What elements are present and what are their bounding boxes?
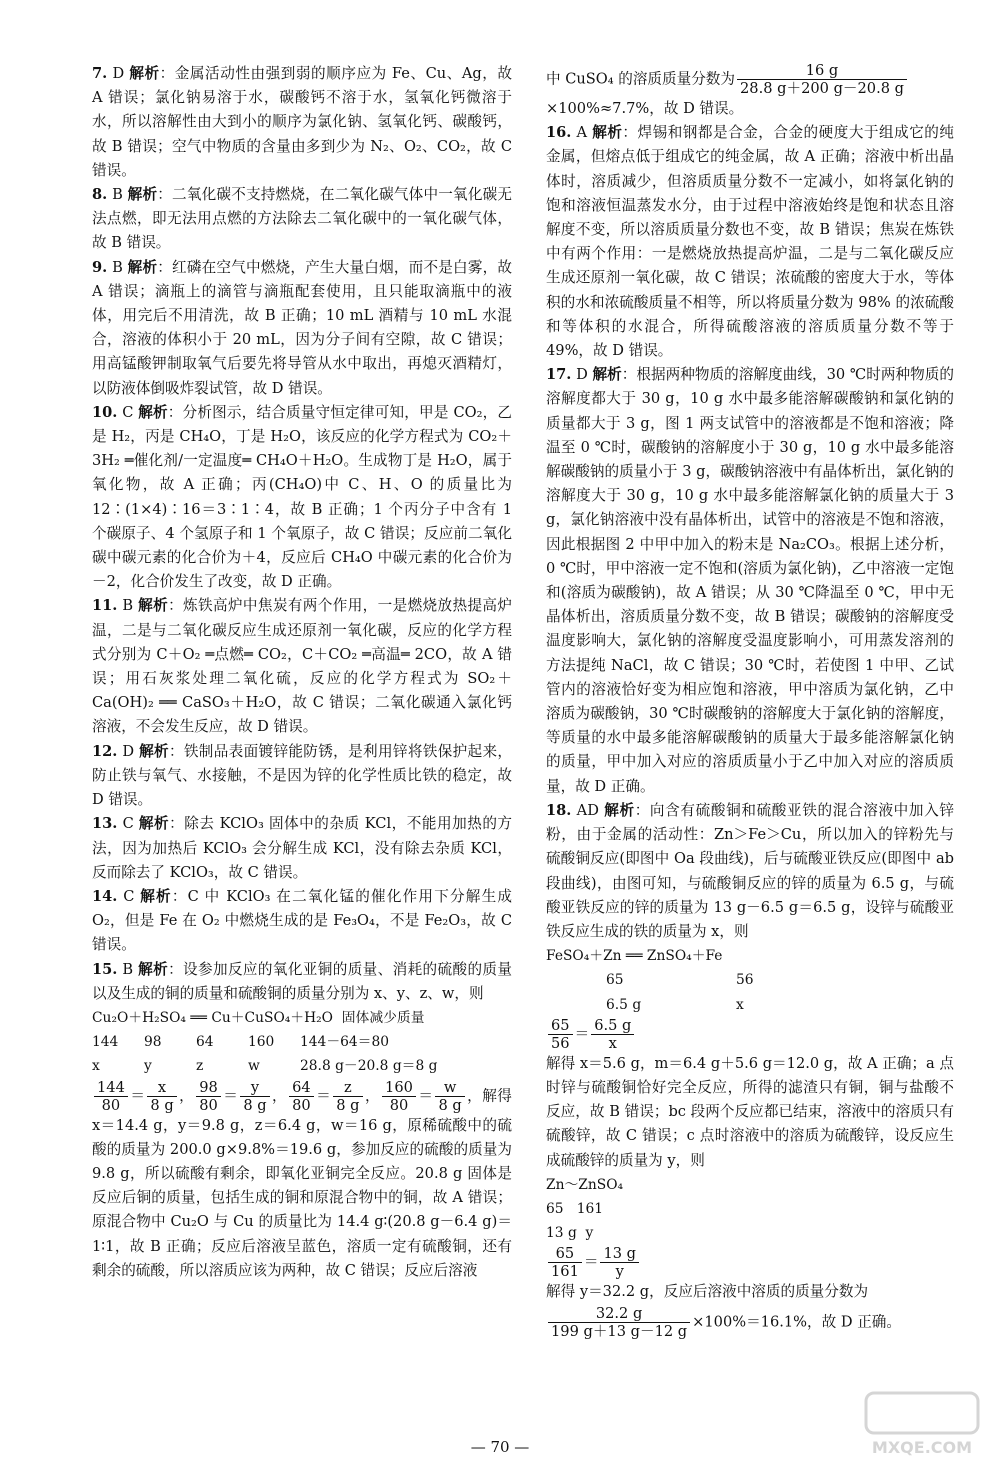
numerator: x <box>147 1079 176 1097</box>
equation: FeSO₄＋Zn ══ ZnSO₄＋Fe <box>546 948 723 965</box>
numerator: 64 <box>289 1079 314 1097</box>
answer-item <box>92 958 512 1006</box>
fraction <box>94 1079 128 1114</box>
item-label: 解析 <box>129 65 160 82</box>
fraction <box>382 1079 416 1114</box>
item-number: 15. <box>92 960 118 978</box>
denominator: 8 g <box>336 1096 360 1114</box>
text-line <box>546 993 954 1017</box>
item-label: 解析 <box>604 801 635 819</box>
denominator: 8 g <box>243 1096 267 1114</box>
item-number: 12. <box>92 742 118 760</box>
equation-cell: 28.8 g－20.8 g＝8 g <box>300 1058 438 1075</box>
text-line: $\frac{144}{80}$ ＝ $\frac{x}{8 g}$ ， $\frac{98}{80}$ ＝ $\frac{y}{8 g}$ ， $\frac{64}{80}$ ＝ $\frac{z}{8 g}$ ， $\frac{160}{80}$ ＝ $\frac{w}{8 g}$ ，解得 x＝14.4 g，y＝9.8 g，z＝6.4 g，w＝16 g，原稀硫酸中的硫酸的质量为 200.0 g×9.8%＝19.6 g，参加反应的硫酸的质量为 9.8 g，所以硫酸有剩余，即氧化亚铜完全反应。20.8 g 固体是反应后铜的质量，包括生成的铜和原混合物中的铜，故 A 错误；原混合物中 Cu₂O 与 Cu 的质量比为 14.4 g∶(20.8 g－6.4 g)＝1∶1，故 B 正确；反应后溶液呈蓝色，溶质一定有硫酸铜，还有剩余的硫酸，所以溶质应该为两种，故 C 错误；反应后溶液 <box>92 1078 512 1279</box>
answer-item <box>546 799 954 944</box>
text-line: $\frac{65}{161}$ ＝ $\frac{13 g}{y}$ <box>546 1245 954 1280</box>
answer-item <box>92 740 512 813</box>
item-number: 7. <box>92 65 108 82</box>
item-number: 9. <box>92 258 108 276</box>
fraction <box>600 1245 639 1280</box>
fraction <box>737 62 907 97</box>
equation-cell: 56 <box>736 972 754 989</box>
item-answer: D <box>112 65 125 82</box>
numerator: 6.5 g <box>591 1017 634 1035</box>
item-answer: C <box>122 403 134 421</box>
item-label: 解析 <box>592 366 622 384</box>
denominator: 80 <box>292 1096 311 1114</box>
answer-item <box>92 812 512 885</box>
equation-cell: y <box>144 1058 152 1075</box>
text-line <box>546 944 954 968</box>
item-text: ：焊锡和钢都是合金，合金的硬度大于组成它的纯金属，但熔点低于组成它的纯金属，故 A 正确；溶液中析出晶体时，溶质减少，但溶质质量分数不一定减小，如将氯化钠的饱和溶液恒温蒸发水分，由于过程中溶液始终是饱和状态且溶解度不变，所以溶质质量分数也不变，故 B 错误；焦炭在炼铁中有两个作用：一是燃烧放热提高炉温，二是与二氧化碳反应生成还原剂一氧化碳，故 C 错误；浓硫酸的密度大于水，等体积的水和浓硫酸质量不相等，所以将质量分数为 98% 的浓硫酸和等体积的水混合，所得硫酸溶液的溶质质量分数不等于 49%，故 D 错误。 <box>546 124 954 360</box>
fraction <box>147 1079 176 1114</box>
item-text: ：红磷在空气中燃烧，产生大量白烟，而不是白雾，故 A 错误；滴瓶上的滴管与滴瓶配套使用，且只能取滴瓶中的液体，用完后不用清洗，故 B 正确；10 mL 酒精与 10 mL 水混合，溶液的体积小于 20 mL，因为分子间有空隙，故 C 错误；用高锰酸钾制取氧气后要先将导管从水中取出，再熄灭酒精灯，以防液体倒吸炸裂试管，故 D 错误。 <box>92 258 512 397</box>
fraction <box>548 1017 573 1052</box>
text-line <box>546 1221 954 1245</box>
denominator: 161 <box>551 1263 579 1281</box>
equation-cell: x <box>736 996 744 1013</box>
numerator: 65 <box>548 1245 582 1263</box>
item-label: 解析 <box>138 597 169 615</box>
item-text: ：分析图示，结合质量守恒定律可知，甲是 CO₂，乙是 H₂，丙是 CH₄O，丁是 H₂O，该反应的化学方程式为 CO₂＋3H₂ ═催化剂/一定温度═ CH₄O＋H₂O。生成物丁是 H₂O，属于氧化物，故 A 正确；丙(CH₄O)中 C、H、O 的质量比为 12∶(1×4)∶16＝3∶1∶4，故 B 正确；1 个丙分子中含有 1 个碳原子、4 个氢原子和 1 个氧原子，故 C 错误；反应前二氧化碳中碳元素的化合价为＋4，反应后 CH₄O 中碳元素的化合价为－2，化合价发生了改变，故 D 正确。 <box>92 403 512 591</box>
denominator: x <box>608 1034 617 1052</box>
denominator: 80 <box>389 1096 409 1114</box>
text-line <box>546 62 954 121</box>
item-number: 13. <box>92 815 118 833</box>
text-line <box>546 1052 954 1173</box>
equation-cell: 64 <box>196 1034 214 1051</box>
item-answer: B <box>122 597 134 615</box>
text-line <box>546 968 954 992</box>
solution-text: ×100%＝16.1%，故 D 正确。 <box>692 1313 901 1331</box>
page-number: — 70 — <box>470 1438 530 1456</box>
text-line <box>546 1280 954 1304</box>
equation-cell: 65 <box>606 972 624 989</box>
item-number: 18. <box>546 801 572 819</box>
equation-cell: z <box>196 1058 204 1075</box>
item-answer: D <box>576 366 588 384</box>
text-line: $\frac{65}{56}$ ＝ $\frac{6.5 g}{x}$ <box>546 1017 954 1052</box>
watermark-text: MXQE.COM <box>871 1438 973 1457</box>
fraction <box>435 1079 464 1114</box>
equation-cell: x <box>92 1058 100 1075</box>
text-line <box>546 1173 954 1197</box>
equation-cell: 144 <box>92 1034 119 1051</box>
denominator: y <box>615 1263 624 1281</box>
item-label: 解析 <box>138 403 168 421</box>
numerator: 16 g <box>737 62 907 80</box>
item-label: 解析 <box>138 960 169 978</box>
equation-cell: 144－64＝80 <box>300 1034 390 1051</box>
numerator: 144 <box>94 1079 128 1097</box>
item-label: 解析 <box>127 186 158 204</box>
denominator: 28.8 g＋200 g－20.8 g <box>740 80 904 97</box>
item-text: ：二氧化碳不支持燃烧，在二氧化碳气体中一氧化碳无法点燃，即无法用点燃的方法除去二氧化碳中的一氧化碳气体，故 B 错误。 <box>92 186 512 252</box>
item-text: ：金属活动性由强到弱的顺序应为 Fe、Cu、Ag，故 A 错误；氯化钠易溶于水，碳酸钙不溶于水，氢氧化钙微溶于水，所以溶解性由大到小的顺序为氯化钠、氢氧化钙、碳酸钙，故 B 错误；空气中物质的含量由多到少为 N₂、O₂、CO₂，故 C 错误。 <box>92 65 512 179</box>
equation-cell: 160 <box>248 1034 275 1051</box>
fraction <box>289 1079 314 1114</box>
item-answer: A <box>576 124 588 142</box>
solution-text: ×100%≈7.7%，故 D 错误。 <box>546 100 744 117</box>
item-label: 解析 <box>139 742 169 760</box>
item-label: 解析 <box>138 815 170 833</box>
item-label: 解析 <box>592 124 623 142</box>
solution-text: 解得 y＝32.2 g，反应后溶液中溶质的质量分数为 <box>546 1283 869 1301</box>
fraction <box>548 1245 582 1280</box>
text-line <box>546 1197 954 1221</box>
denominator: 8 g <box>438 1096 462 1114</box>
item-label: 解析 <box>127 258 158 276</box>
numerator: z <box>333 1079 362 1097</box>
item-number: 11. <box>92 597 118 615</box>
equation-cell: 65 161 <box>546 1200 604 1217</box>
left-column <box>92 62 512 1283</box>
text-line <box>92 1006 512 1030</box>
equation: Cu₂O＋H₂SO₄ ══ Cu＋CuSO₄＋H₂O 固体减少质量 <box>92 1009 425 1026</box>
solution-text: 中 CuSO₄ 的溶质质量分数为 <box>546 70 735 88</box>
fraction <box>240 1079 269 1114</box>
item-answer: B <box>112 258 123 276</box>
item-number: 16. <box>546 124 572 142</box>
item-answer: B <box>122 960 134 978</box>
item-number: 14. <box>92 887 118 905</box>
answer-item <box>92 62 512 183</box>
answer-item <box>546 363 954 799</box>
numerator: y <box>240 1079 269 1097</box>
denominator: 199 g＋13 g－12 g <box>551 1322 688 1340</box>
denominator: 8 g <box>150 1096 174 1114</box>
text-line <box>546 1305 954 1340</box>
right-column <box>546 62 954 1340</box>
denominator: 80 <box>101 1096 121 1114</box>
item-text: ：向含有硫酸铜和硫酸亚铁的混合溶液中加入锌粉，由于金属的活动性：Zn＞Fe＞Cu，所以加入的锌粉先与硫酸铜反应(即图中 Oa 段曲线)，后与硫酸亚铁反应(即图中 ab 段曲线)，由图可知，与硫酸铜反应的锌的质量为 6.5 g，与硫酸亚铁反应的锌的质量为 13 g－6.5 g＝6.5 g，设锌与硫酸亚铁反应生成的铁的质量为 x，则 <box>546 801 954 940</box>
answer-item <box>92 885 512 958</box>
solution-text: ，解得 x＝14.4 g，y＝9.8 g，z＝6.4 g，w＝16 g，原稀硫酸中的硫酸的质量为 200.0 g×9.8%＝19.6 g，参加反应的硫酸的质量为 9.8 g，所以硫酸有剩余，即氧化亚铜完全反应。20.8 g 固体是反应后铜的质量，包括生成的铜和原混合物中的铜，故 A 错误；原混合物中 Cu₂O 与 Cu 的质量比为 14.4 g∶(20.8 g－6.4 g)＝1∶1，故 B 正确；反应后溶液呈蓝色，溶质一定有硫酸铜，还有剩余的硫酸，所以溶质应该为两种，故 C 错误；反应后溶液 <box>92 1087 512 1279</box>
fraction <box>333 1079 362 1114</box>
item-number: 8. <box>92 186 108 204</box>
item-text: ：根据两种物质的溶解度曲线，30 ℃时两种物质的溶解度都大于 30 g，10 g 水中最多能溶解碳酸钠和氯化钠的质量都大于 3 g，图 1 两支试管中的溶液都是不饱和溶液；降温至 0 ℃时，碳酸钠的溶解度小于 30 g，10 g 水中最多能溶解碳酸钠的质量小于 3 g，碳酸钠溶液中有晶体析出，氯化钠的溶解度大于 30 g，10 g 水中最多能溶解氯化钠的质量大于 3 g，氯化钠溶液中没有晶体析出，试管中的溶液是不饱和溶液，因此根据图 2 中甲中加入的粉末是 Na₂CO₃。根据上述分析，0 ℃时，甲中溶液一定不饱和(溶质为氯化钠)，乙中溶液一定饱和(溶质为碳酸钠)，故 A 错误；从 30 ℃降温至 0 ℃，甲中无晶体析出，溶质质量分数不变，故 B 错误；碳酸钠的溶解度受温度影响大，氯化钠的溶解度受温度影响小，可用蒸发溶剂的方法提纯 NaCl，故 C 错误；30 ℃时，若使图 1 中甲、乙试管内的溶液恰好变为相应饱和溶液，甲中溶质为氯化钠，乙中溶质为碳酸钠，30 ℃时碳酸钠的溶解度大于氯化钠的溶解度，等质量的水中最多能溶解碳酸钠的质量大于最多能溶解氯化钠的质量，甲中加入对应的溶质质量小于乙中加入对应的溶质质量，故 D 正确。 <box>546 366 955 795</box>
numerator: 98 <box>196 1079 221 1097</box>
item-text: ：设参加反应的氧化亚铜的质量、消耗的硫酸的质量以及生成的铜的质量和硫酸铜的质量分别为 x、y、z、w，则 <box>92 960 512 1002</box>
solution-text: 解得 x＝5.6 g，m＝6.4 g＋5.6 g＝12.0 g，故 A 正确；a 点时锌与硫酸铜恰好完全反应，所得的滤渣只有铜，铜与盐酸不反应，故 B 错误；bc 段两个反应都已结束，溶液中的溶质只有硫酸锌，故 C 错误；c 点时溶液中的溶质为硫酸锌，设反应生成硫酸锌的质量为 y，则 <box>546 1054 954 1169</box>
equation-cell: 13 g y <box>546 1225 594 1242</box>
item-answer: B <box>112 186 123 204</box>
item-number: 17. <box>546 366 572 384</box>
answer-item <box>92 594 512 739</box>
item-answer: C <box>123 887 135 905</box>
item-answer: AD <box>576 801 599 819</box>
numerator: 65 <box>548 1017 573 1035</box>
numerator: 160 <box>382 1079 416 1097</box>
text-line <box>92 1030 512 1054</box>
item-answer: D <box>122 742 135 760</box>
numerator: 32.2 g <box>548 1305 690 1323</box>
item-answer: C <box>122 815 134 833</box>
equation: Zn～ZnSO₄ <box>546 1176 624 1193</box>
item-text: ：C 中 KClO₃ 在二氧化锰的催化作用下分解生成 O₂，但是 Fe 在 O₂ 中燃烧生成的是 Fe₃O₄，不是 Fe₂O₃，故 C 错误。 <box>92 887 512 954</box>
answer-item <box>92 183 512 256</box>
fraction <box>196 1079 221 1114</box>
watermark-logo <box>862 1389 982 1459</box>
item-text: ：除去 KClO₃ 固体中的杂质 KCl，不能用加热的方法，因为加热后 KClO₃ 会分解生成 KCl，没有除去杂质 KCl，反而除去了 KClO₃，故 C 错误。 <box>92 815 513 881</box>
answer-item <box>546 121 954 363</box>
item-text: ：铁制品表面镀锌能防锈，是利用锌将铁保护起来，防止铁与氧气、水接触，不是因为锌的化学性质比铁的稳定，故 D 错误。 <box>92 742 512 809</box>
numerator: w <box>435 1079 464 1097</box>
item-label: 解析 <box>140 887 172 905</box>
numerator: 13 g <box>600 1245 639 1263</box>
equation-cell: 98 <box>144 1034 162 1051</box>
equation-cell: w <box>248 1058 260 1075</box>
denominator: 56 <box>551 1034 570 1052</box>
item-text: ：炼铁高炉中焦炭有两个作用，一是燃烧放热提高炉温，二是与二氧化碳反应生成还原剂一氧化碳，反应的化学方程式分别为 C＋O₂ ═点燃═ CO₂，C＋CO₂ ═高温═ 2CO，故 A 错误；用石灰浆处理二氧化硫，反应的化学方程式为 SO₂＋Ca(OH)₂ ══ CaSO₃＋H₂O，故 C 错误；二氧化碳通入氯化钙溶液，不会发生反应，故 D 错误。 <box>92 597 512 736</box>
denominator: 80 <box>199 1096 218 1114</box>
text-line <box>92 1054 512 1078</box>
item-number: 10. <box>92 403 118 421</box>
equation-cell: 6.5 g <box>606 996 642 1013</box>
answer-item <box>92 401 512 595</box>
fraction <box>548 1305 690 1340</box>
fraction <box>591 1017 634 1052</box>
answer-item <box>92 256 512 401</box>
